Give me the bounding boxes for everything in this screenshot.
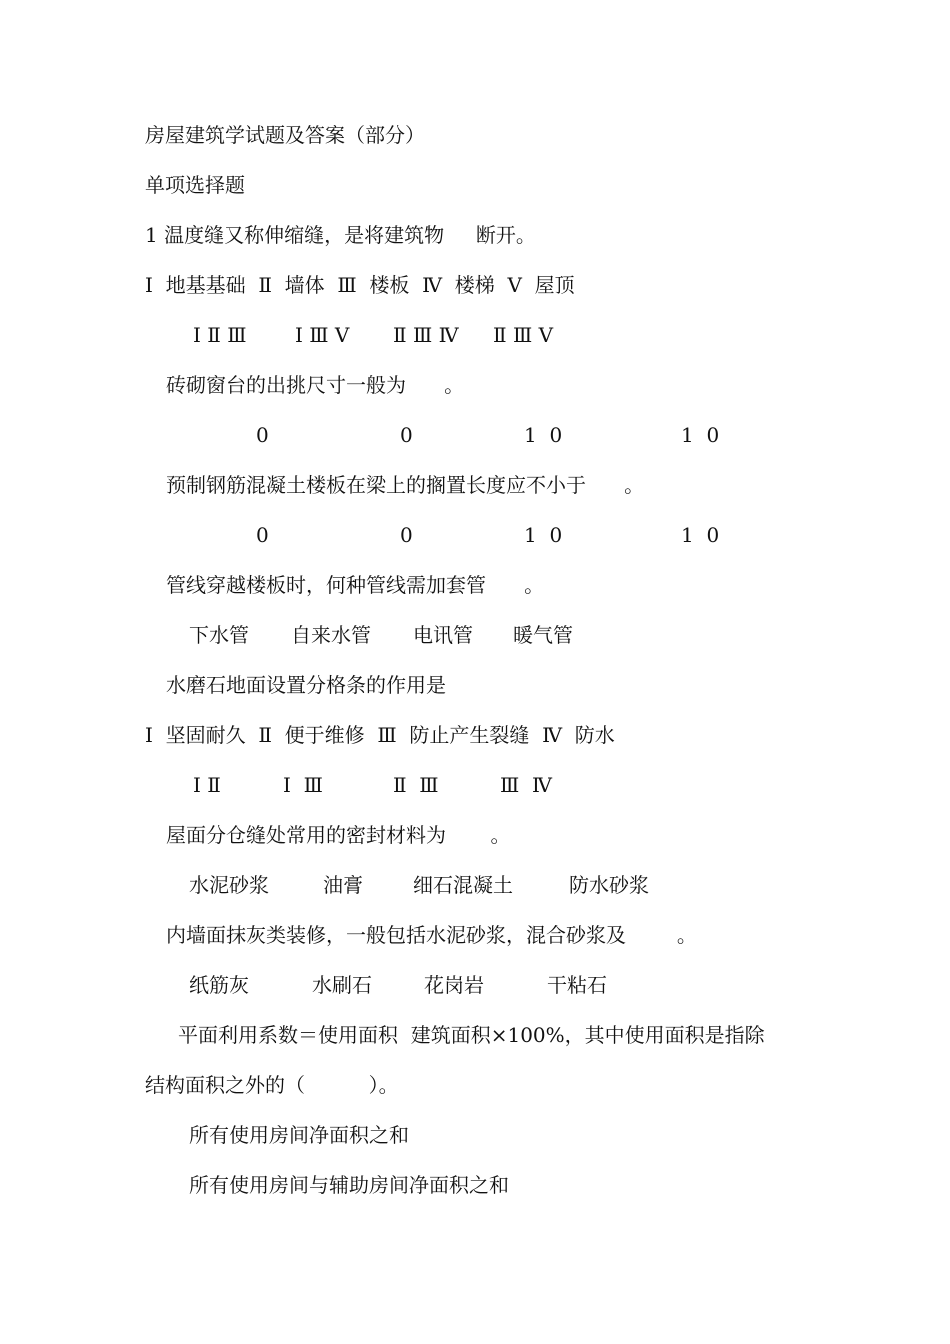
question-8-option-b: 所有使用房间与辅助房间净面积之和 xyxy=(189,1173,509,1197)
option-d: 1 0 xyxy=(681,423,720,447)
option-c: 细石混凝土 xyxy=(413,873,513,897)
question-6: 屋面分仓缝处常用的密封材料为 。 xyxy=(166,823,511,847)
option-b: 0 xyxy=(400,523,413,547)
question-5: 水磨石地面设置分格条的作用是 xyxy=(166,673,446,697)
option-a: 纸筋灰 xyxy=(189,973,249,997)
question-6-options xyxy=(0,871,950,899)
option-c: 电讯管 xyxy=(413,623,473,647)
option-c: 花岗岩 xyxy=(424,973,484,997)
option-a: 0 xyxy=(256,523,269,547)
question-8-option-a: 所有使用房间净面积之和 xyxy=(189,1123,409,1147)
option-d: 暖气管 xyxy=(513,623,573,647)
option-b: Ⅰ Ⅲ xyxy=(283,773,323,797)
question-1-options xyxy=(0,321,950,349)
option-b: Ⅰ Ⅲ Ⅴ xyxy=(295,323,350,347)
option-d: 防水砂浆 xyxy=(569,873,649,897)
option-d: 干粘石 xyxy=(547,973,607,997)
option-d: Ⅱ Ⅲ Ⅴ xyxy=(493,323,554,347)
option-b: 0 xyxy=(400,423,413,447)
option-a: Ⅰ Ⅱ Ⅲ xyxy=(193,323,247,347)
option-b: 自来水管 xyxy=(291,623,371,647)
question-4-options xyxy=(0,621,950,649)
option-c: 1 0 xyxy=(524,523,563,547)
question-7-options xyxy=(0,971,950,999)
question-5-options xyxy=(0,771,950,799)
question-2: 砖砌窗台的出挑尺寸一般为 。 xyxy=(166,373,465,397)
option-a: 0 xyxy=(256,423,269,447)
question-8-line-1: 平面利用系数＝使用面积 建筑面积×100%，其中使用面积是指除 xyxy=(178,1023,765,1047)
option-a: Ⅰ Ⅱ xyxy=(193,773,221,797)
question-2-options xyxy=(0,421,950,449)
question-1-items: Ⅰ 地基基础 Ⅱ 墙体 Ⅲ 楼板 Ⅳ 楼梯 Ⅴ 屋顶 xyxy=(145,273,575,297)
question-5-items: Ⅰ 坚固耐久 Ⅱ 便于维修 Ⅲ 防止产生裂缝 Ⅳ 防水 xyxy=(145,723,615,747)
question-1: 1 温度缝又称伸缩缝，是将建筑物 断开。 xyxy=(145,223,536,247)
option-c: 1 0 xyxy=(524,423,563,447)
question-3: 预制钢筋混凝土楼板在梁上的搁置长度应不小于 。 xyxy=(166,473,645,497)
question-4: 管线穿越楼板时，何种管线需加套管 。 xyxy=(166,573,545,597)
question-8-line-2: 结构面积之外的（ ）。 xyxy=(145,1073,399,1097)
question-3-options xyxy=(0,521,950,549)
option-b: 水刷石 xyxy=(312,973,372,997)
option-a: 水泥砂浆 xyxy=(189,873,269,897)
question-7: 内墙面抹灰类装修，一般包括水泥砂浆，混合砂浆及 。 xyxy=(166,923,697,947)
option-c: Ⅱ Ⅲ xyxy=(393,773,439,797)
option-b: 油膏 xyxy=(323,873,363,897)
option-d: 1 0 xyxy=(681,523,720,547)
section-heading: 单项选择题 xyxy=(145,173,245,197)
option-d: Ⅲ Ⅳ xyxy=(500,773,552,797)
doc-title: 房屋建筑学试题及答案（部分） xyxy=(145,123,425,147)
option-a: 下水管 xyxy=(189,623,249,647)
option-c: Ⅱ Ⅲ Ⅳ xyxy=(393,323,459,347)
